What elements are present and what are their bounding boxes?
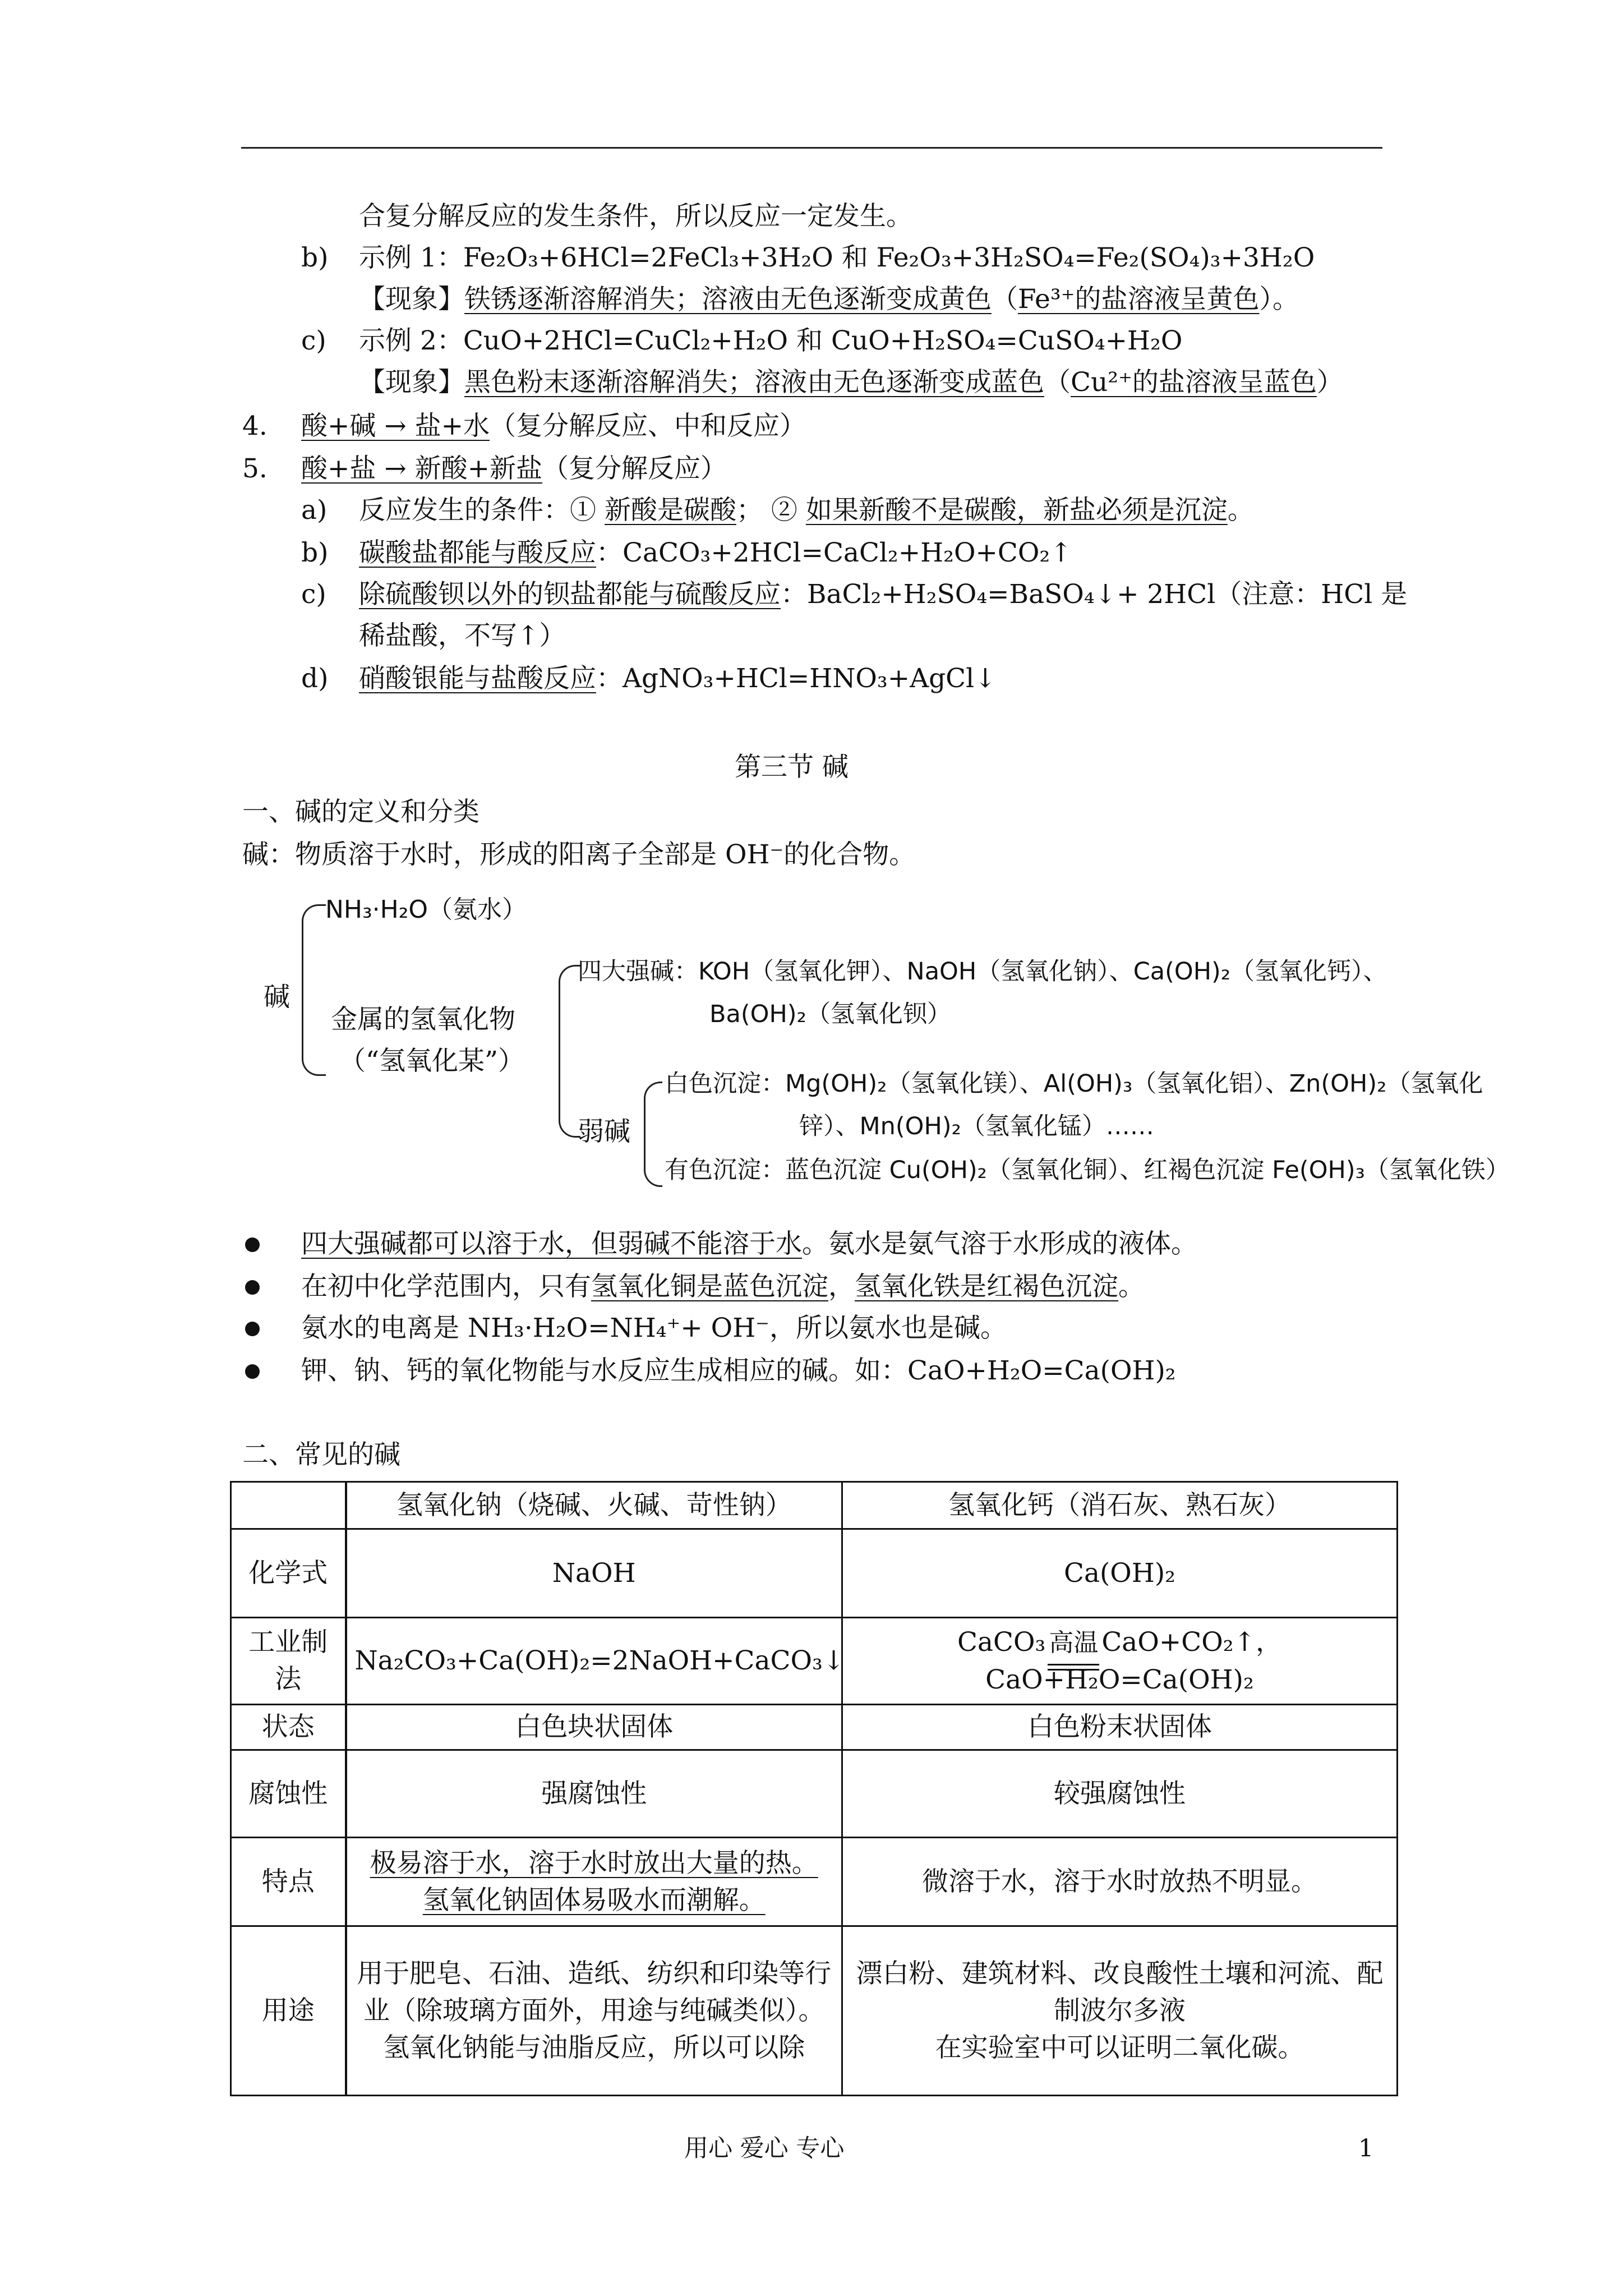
bullet-2-end: 。 [1118, 1271, 1145, 1302]
paren: （ [1044, 367, 1071, 398]
usage-1: 用于肥皂、石油、造纸、纺织和印染等行业（除玻璃方面外，用途与纯碱类似）。 [357, 1958, 832, 2026]
bullet-2-key-1: 氢氧化铜是蓝色沉淀 [591, 1271, 828, 1302]
carbonate-rule: 碳酸盐都能与酸反应 [359, 537, 596, 568]
phenomenon-note: Cu²⁺的盐溶液呈蓝色 [1071, 367, 1317, 398]
bullet-1-rest: 。氨水是氨气溶于水形成的液体。 [802, 1228, 1197, 1259]
base-definition: 碱：物质溶于水时，形成的阳离子全部是 OH⁻的化合物。 [242, 839, 916, 870]
column-header: 氢氧化钠（烧碱、火碱、苛性钠） [346, 1482, 842, 1529]
phenomenon-2 [359, 366, 1343, 399]
table-caption: 二、常见的碱 [242, 1439, 400, 1470]
table-cell: Na₂CO₃+Ca(OH)₂=2NaOH+CaCO₃↓ [346, 1618, 842, 1705]
text-line: 合复分解反应的发生条件，所以反应一定发生。 [359, 201, 912, 232]
table-cell [346, 1838, 842, 1926]
condition-line [359, 494, 1254, 527]
tree-metal-hydroxide-note: （“氢氧化某”） [339, 1046, 525, 1076]
reaction-condition: 高温 [1045, 1625, 1101, 1662]
barium-line [359, 578, 1407, 611]
table-cell: 微溶于水，溶于水时放热不明显。 [842, 1838, 1398, 1926]
bullet-3: 氨水的电离是 NH₃·H₂O=NH₄⁺+ OH⁻，所以氨水也是碱。 [301, 1313, 1007, 1343]
bullet-2-sep: ， [828, 1271, 855, 1302]
table-row [231, 1926, 1398, 2096]
paren: ）。 [1259, 284, 1299, 315]
condition-lead: 反应发生的条件：① [359, 495, 605, 526]
bullet-dot [245, 1237, 260, 1252]
table-cell [346, 1926, 842, 2096]
table-row [231, 1482, 1398, 1529]
paren: （ [992, 284, 1018, 315]
table-cell: 较强腐蚀性 [842, 1750, 1398, 1838]
feature-1: 极易溶于水，溶于水时放出大量的热。 [370, 1847, 818, 1879]
tree-white-precipitates: 白色沉淀：Mg(OH)₂（氢氧化镁）、Al(OH)₃（氢氧化铝）、Zn(OH)₂（氢氧化 [665, 1070, 1483, 1098]
carbonate-equation: ：CaCO₃+2HCl=CaCl₂+H₂O+CO₂↑ [596, 537, 1072, 568]
row-header: 工业制法 [231, 1618, 346, 1705]
condition-2: 如果新酸不是碳酸，新盐必须是沉淀 [805, 495, 1228, 526]
silver-rule: 硝酸银能与盐酸反应 [359, 663, 596, 694]
barium-line-2: 稀盐酸，不写↑） [359, 620, 566, 651]
column-header: 氢氧化钙（消石灰、熟石灰） [842, 1482, 1398, 1529]
bullet-2-lead: 在初中化学范围内，只有 [301, 1271, 591, 1302]
usage-2: 在实验室中可以证明二氧化碳。 [935, 2032, 1304, 2063]
table-cell: 白色块状固体 [346, 1705, 842, 1750]
weak-brace [644, 1082, 662, 1187]
table-cell: 白色粉末状固体 [842, 1705, 1398, 1750]
bullet-dot [245, 1364, 260, 1379]
bullet-1 [301, 1227, 1197, 1261]
table-row [231, 1618, 1398, 1705]
table-cell [842, 1926, 1398, 2096]
reaction-4-text: 酸+碱 → 盐+水 [301, 411, 490, 441]
table-cell: NaOH [346, 1529, 842, 1618]
item-label: c) [301, 325, 326, 356]
silver-equation: ：AgNO₃+HCl=HNO₃+AgCl↓ [596, 663, 997, 694]
bullet-dot [245, 1280, 260, 1295]
header-rule [241, 147, 1382, 149]
phenomenon-text: 黑色粉末逐渐溶解消失；溶液由无色逐渐变成蓝色 [464, 367, 1044, 398]
carbonate-line [359, 536, 1072, 570]
item-number: 4. [242, 411, 268, 441]
table-cell: Ca(OH)₂ [842, 1529, 1398, 1618]
reaction-4 [301, 409, 806, 443]
phenomenon-text: 铁锈逐渐溶解消失；溶液由无色逐渐变成黄色 [464, 284, 992, 315]
tree-strong-bases-2: Ba(OH)₂（氢氧化钡） [709, 1000, 951, 1028]
tree-weak-bases: 弱碱 [578, 1116, 630, 1147]
section-title: 第三节 碱 [735, 752, 849, 783]
reactant: CaCO₃ [957, 1626, 1046, 1658]
bullet-dot [245, 1322, 260, 1336]
reaction-4-note: （复分解反应、中和反应） [490, 411, 806, 441]
bullet-1-key: 四大强碱都可以溶于水，但弱碱不能溶于水 [301, 1228, 802, 1259]
condition-1: 新酸是碳酸 [604, 495, 736, 526]
example-1: 示例 1：Fe₂O₃+6HCl=2FeCl₃+3H₂O 和 Fe₂O₃+3H₂SO₄=Fe₂(SO₄)₃+3H₂O [359, 242, 1315, 273]
products: CaO+CO₂↑，CaO+H₂O=Ca(OH)₂ [985, 1626, 1282, 1695]
bullet-4: 钾、钠、钙的氧化物能与水反应生成相应的碱。如：CaO+H₂O=Ca(OH)₂ [301, 1355, 1176, 1386]
table-row [231, 1529, 1398, 1618]
phenomenon-tag: 【现象】 [359, 367, 464, 398]
tree-nh3: NH₃·H₂O（氨水） [325, 895, 527, 924]
table-cell [842, 1618, 1398, 1705]
row-header: 腐蚀性 [231, 1750, 346, 1838]
metal-brace [559, 965, 580, 1138]
tree-root: 碱 [264, 982, 290, 1013]
usage-1: 漂白粉、建筑材料、改良酸性土壤和河流、配制波尔多液 [856, 1958, 1384, 2026]
common-bases-table [230, 1481, 1398, 2096]
usage-2: 氢氧化钠能与油脂反应，所以可以除 [383, 2032, 805, 2063]
table-cell: 强腐蚀性 [346, 1750, 842, 1838]
example-2: 示例 2：CuO+2HCl=CuCl₂+H₂O 和 CuO+H₂SO₄=CuSO₄+H₂O [359, 325, 1183, 356]
reaction-5 [301, 452, 727, 486]
table-corner [231, 1482, 346, 1529]
row-header: 状态 [231, 1705, 346, 1750]
page-number: 1 [1358, 2134, 1374, 2162]
item-number: 5. [242, 453, 268, 484]
paren: ） [1316, 367, 1343, 398]
silver-line [359, 662, 997, 696]
table-row [231, 1750, 1398, 1838]
reaction-5-text: 酸+盐 → 新酸+新盐 [301, 453, 543, 484]
item-label: d) [301, 663, 329, 694]
tree-metal-hydroxide: 金属的氢氧化物 [331, 1004, 515, 1035]
barium-rule: 除硫酸钡以外的钡盐都能与硫酸反应 [359, 579, 781, 610]
item-label: c) [301, 579, 326, 610]
subsection-heading: 一、碱的定义和分类 [242, 797, 479, 827]
barium-equation: ：BaCl₂+H₂SO₄=BaSO₄↓+ 2HCl（注意：HCl 是 [781, 579, 1408, 610]
item-label: b) [301, 537, 329, 568]
item-label: b) [301, 242, 329, 273]
condition-sep: ； ② [736, 495, 806, 526]
root-brace [302, 904, 326, 1076]
table-row [231, 1838, 1398, 1926]
phenomenon-1 [359, 283, 1299, 316]
tree-colored-precipitates: 有色沉淀：蓝色沉淀 Cu(OH)₂（氢氧化铜）、红褐色沉淀 Fe(OH)₃（氢氧化铁） [665, 1156, 1510, 1184]
row-header: 用途 [231, 1926, 346, 2096]
phenomenon-note: Fe³⁺的盐溶液呈黄色 [1018, 284, 1260, 315]
item-label: a) [301, 495, 328, 526]
tree-strong-bases: 四大强碱：KOH（氢氧化钾）、NaOH（氢氧化钠）、Ca(OH)₂（氢氧化钙）、 [578, 958, 1387, 986]
row-header: 特点 [231, 1838, 346, 1926]
bullet-2-key-2: 氢氧化铁是红褐色沉淀 [855, 1271, 1118, 1302]
bullet-2 [301, 1270, 1145, 1304]
row-header: 化学式 [231, 1529, 346, 1618]
tree-white-precipitates-2: 锌）、Mn(OH)₂（氢氧化锰）…… [799, 1112, 1154, 1140]
reaction-5-note: （复分解反应） [542, 453, 727, 484]
feature-2: 氢氧化钠固体易吸水而潮解。 [422, 1884, 766, 1916]
footer-motto: 用心 爱心 专心 [684, 2134, 845, 2162]
table-row [231, 1705, 1398, 1750]
condition-end: 。 [1227, 495, 1254, 526]
phenomenon-tag: 【现象】 [359, 284, 464, 315]
